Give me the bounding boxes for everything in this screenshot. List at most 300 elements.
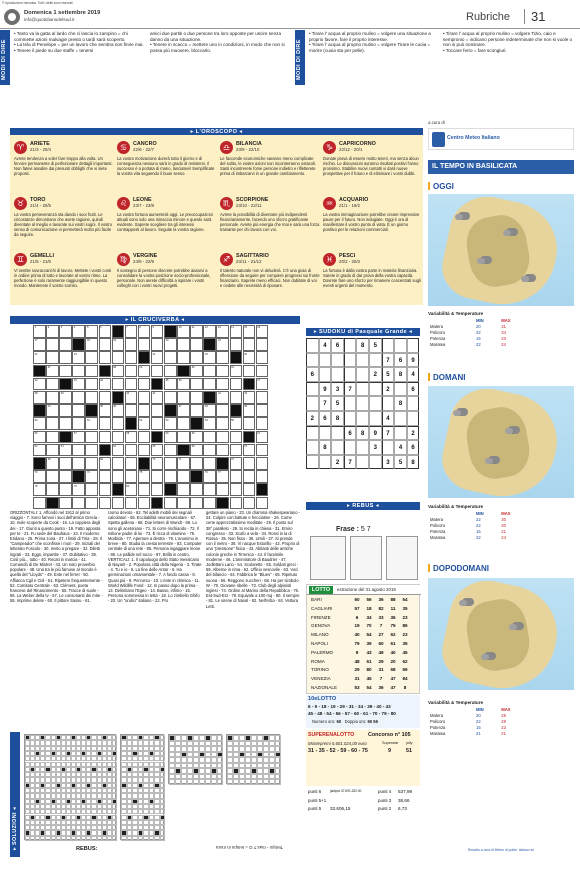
crossword-cell[interactable] <box>164 391 177 404</box>
crossword-cell[interactable] <box>190 404 203 417</box>
crossword-cell[interactable] <box>112 444 125 457</box>
sudoku-cell[interactable]: 6 <box>306 367 319 382</box>
sudoku-cell[interactable]: 8 <box>394 367 407 382</box>
crossword-cell[interactable] <box>164 365 177 378</box>
crossword-cell[interactable] <box>203 417 216 430</box>
crossword-cell[interactable] <box>243 404 256 417</box>
crossword-cell[interactable] <box>33 497 46 510</box>
sudoku-cell[interactable]: 9 <box>319 382 332 397</box>
crossword-cell[interactable] <box>59 457 72 470</box>
crossword-cell[interactable] <box>72 391 85 404</box>
crossword-cell[interactable] <box>243 444 256 457</box>
crossword-cell[interactable] <box>72 404 85 417</box>
crossword-cell[interactable] <box>230 338 243 351</box>
crossword-cell[interactable] <box>243 338 256 351</box>
crossword-cell[interactable] <box>125 378 138 391</box>
crossword-cell[interactable] <box>85 470 98 483</box>
crossword-cell[interactable] <box>177 338 190 351</box>
crossword-cell[interactable] <box>151 483 164 496</box>
crossword-cell[interactable] <box>216 417 229 430</box>
crossword-cell[interactable] <box>138 325 154 338</box>
crossword-cell[interactable] <box>203 325 216 338</box>
crossword-cell[interactable] <box>99 417 112 430</box>
crossword-cell[interactable] <box>190 391 203 404</box>
sudoku-cell[interactable] <box>344 353 357 368</box>
crossword-cell[interactable] <box>138 483 151 496</box>
crossword-cell[interactable] <box>151 417 164 430</box>
sudoku-cell[interactable] <box>331 426 344 441</box>
crossword-cell[interactable] <box>46 470 59 483</box>
crossword-cell[interactable] <box>125 497 138 510</box>
crossword-cell[interactable] <box>112 457 125 470</box>
crossword-cell[interactable] <box>33 470 46 483</box>
crossword-cell[interactable] <box>203 404 216 417</box>
sudoku-cell[interactable] <box>344 396 357 411</box>
crossword-cell[interactable] <box>216 431 229 444</box>
sudoku-cell[interactable] <box>331 353 344 368</box>
crossword-cell[interactable] <box>203 457 216 470</box>
sudoku-cell[interactable] <box>382 440 395 455</box>
crossword-cell[interactable] <box>164 378 177 391</box>
crossword-cell[interactable] <box>164 338 177 351</box>
crossword-cell[interactable] <box>230 325 243 338</box>
crossword-cell[interactable] <box>216 378 229 391</box>
crossword-cell[interactable] <box>164 470 177 483</box>
sudoku-cell[interactable] <box>306 353 319 368</box>
sudoku-cell[interactable]: 2 <box>369 367 382 382</box>
crossword-cell[interactable] <box>256 444 269 457</box>
sudoku-cell[interactable]: 7 <box>319 396 332 411</box>
crossword-cell[interactable] <box>177 417 190 430</box>
sudoku-cell[interactable] <box>356 367 369 382</box>
crossword-cell[interactable] <box>243 457 256 470</box>
crossword-cell[interactable] <box>230 365 243 378</box>
crossword-cell[interactable] <box>190 338 203 351</box>
sudoku-cell[interactable]: 6 <box>319 411 332 426</box>
crossword-cell[interactable] <box>125 431 138 444</box>
crossword-cell[interactable] <box>230 483 243 496</box>
sudoku-grid[interactable] <box>306 338 420 470</box>
crossword-cell[interactable] <box>216 470 229 483</box>
crossword-cell[interactable] <box>230 417 243 430</box>
sudoku-cell[interactable]: 6 <box>407 382 420 397</box>
sudoku-cell[interactable] <box>382 396 395 411</box>
sudoku-cell[interactable] <box>394 338 407 353</box>
crossword-cell[interactable] <box>164 417 177 430</box>
crossword-cell[interactable] <box>46 404 59 417</box>
crossword-cell[interactable] <box>256 365 269 378</box>
crossword-cell[interactable] <box>112 351 125 364</box>
crossword-cell[interactable] <box>33 391 46 404</box>
crossword-cell[interactable] <box>46 325 59 338</box>
crossword-cell[interactable] <box>164 497 177 510</box>
crossword-cell[interactable] <box>216 351 229 364</box>
crossword-cell[interactable] <box>203 497 216 510</box>
crossword-cell[interactable] <box>177 378 190 391</box>
sudoku-cell[interactable] <box>344 338 357 353</box>
crossword-cell[interactable] <box>256 338 269 351</box>
crossword-cell[interactable] <box>138 378 151 391</box>
sudoku-cell[interactable]: 3 <box>382 455 395 470</box>
crossword-cell[interactable] <box>46 431 59 444</box>
crossword-cell[interactable] <box>33 483 46 496</box>
crossword-cell[interactable] <box>177 431 190 444</box>
crossword-cell[interactable] <box>151 338 164 351</box>
crossword-cell[interactable] <box>99 431 112 444</box>
sudoku-cell[interactable] <box>356 353 369 368</box>
crossword-cell[interactable] <box>216 444 229 457</box>
crossword-cell[interactable] <box>230 457 243 470</box>
sudoku-cell[interactable] <box>356 382 369 397</box>
sudoku-cell[interactable] <box>306 455 319 470</box>
crossword-cell[interactable] <box>72 365 85 378</box>
sudoku-cell[interactable]: 8 <box>331 411 344 426</box>
crossword-cell[interactable] <box>256 470 269 483</box>
crossword-cell[interactable] <box>151 351 164 364</box>
crossword-cell[interactable] <box>216 404 229 417</box>
sudoku-cell[interactable] <box>319 353 332 368</box>
crossword-cell[interactable] <box>164 457 177 470</box>
sudoku-cell[interactable]: 6 <box>344 426 357 441</box>
contact-email[interactable]: info@quotidianodelsud.it <box>24 17 75 22</box>
crossword-cell[interactable] <box>33 378 46 391</box>
crossword-cell[interactable] <box>99 325 112 338</box>
crossword-cell[interactable] <box>190 365 203 378</box>
sudoku-cell[interactable] <box>331 440 344 455</box>
crossword-cell[interactable] <box>33 444 46 457</box>
crossword-cell[interactable] <box>125 338 138 351</box>
sudoku-cell[interactable] <box>344 367 357 382</box>
crossword-cell[interactable] <box>151 457 164 470</box>
crossword-cell[interactable] <box>177 391 190 404</box>
sudoku-cell[interactable] <box>394 426 407 441</box>
crossword-cell[interactable] <box>59 351 72 364</box>
crossword-cell[interactable] <box>72 325 85 338</box>
crossword-cell[interactable] <box>59 470 72 483</box>
crossword-cell[interactable] <box>203 444 216 457</box>
crossword-cell[interactable] <box>138 417 151 430</box>
crossword-cell[interactable] <box>216 325 229 338</box>
crossword-cell[interactable] <box>190 457 203 470</box>
crossword-cell[interactable] <box>112 378 125 391</box>
crossword-cell[interactable] <box>243 325 256 338</box>
crossword-cell[interactable] <box>216 483 229 496</box>
sudoku-cell[interactable]: 2 <box>306 411 319 426</box>
crossword-cell[interactable] <box>33 351 46 364</box>
sudoku-cell[interactable]: 8 <box>407 455 420 470</box>
crossword-cell[interactable] <box>203 351 216 364</box>
crossword-cell[interactable] <box>256 417 269 430</box>
crossword-cell[interactable] <box>59 325 72 338</box>
crossword-cell[interactable] <box>112 417 125 430</box>
crossword-cell[interactable] <box>46 444 59 457</box>
sudoku-cell[interactable]: 3 <box>369 440 382 455</box>
crossword-cell[interactable] <box>125 444 138 457</box>
sudoku-cell[interactable] <box>369 396 382 411</box>
sudoku-cell[interactable] <box>344 440 357 455</box>
crossword-cell[interactable] <box>72 497 85 510</box>
crossword-cell[interactable] <box>33 431 46 444</box>
crossword-cell[interactable] <box>256 351 269 364</box>
crossword-cell[interactable] <box>230 470 243 483</box>
crossword-cell[interactable] <box>138 404 151 417</box>
crossword-cell[interactable] <box>72 444 85 457</box>
sudoku-cell[interactable] <box>369 411 382 426</box>
crossword-cell[interactable] <box>99 470 112 483</box>
sudoku-cell[interactable] <box>407 338 420 353</box>
crossword-cell[interactable] <box>256 325 269 338</box>
sudoku-cell[interactable] <box>394 382 407 397</box>
crossword-cell[interactable] <box>112 404 125 417</box>
crossword-cell[interactable] <box>230 497 243 510</box>
sudoku-cell[interactable]: 2 <box>407 426 420 441</box>
crossword-cell[interactable] <box>203 431 216 444</box>
crossword-cell[interactable] <box>125 391 138 404</box>
crossword-cell[interactable] <box>256 497 269 510</box>
sudoku-cell[interactable]: 5 <box>394 455 407 470</box>
crossword-cell[interactable] <box>72 431 85 444</box>
crossword-cell[interactable] <box>59 365 72 378</box>
crossword-cell[interactable] <box>59 391 72 404</box>
crossword-cell[interactable] <box>72 483 85 496</box>
crossword-cell[interactable] <box>46 391 59 404</box>
crossword-cell[interactable] <box>85 483 98 496</box>
crossword-cell[interactable] <box>243 483 256 496</box>
crossword-cell[interactable] <box>85 338 98 351</box>
crossword-cell[interactable] <box>216 391 229 404</box>
crossword-cell[interactable] <box>99 338 112 351</box>
crossword-cell[interactable] <box>243 417 256 430</box>
crossword-cell[interactable] <box>46 417 59 430</box>
crossword-cell[interactable] <box>59 444 72 457</box>
crossword-cell[interactable] <box>125 325 141 338</box>
crossword-cell[interactable] <box>230 444 243 457</box>
sudoku-cell[interactable] <box>382 338 395 353</box>
crossword-cell[interactable] <box>151 404 164 417</box>
crossword-cell[interactable] <box>190 378 203 391</box>
crossword-cell[interactable] <box>256 457 269 470</box>
crossword-cell[interactable] <box>85 497 98 510</box>
crossword-cell[interactable] <box>46 338 59 351</box>
crossword-cell[interactable] <box>256 391 269 404</box>
sudoku-cell[interactable]: 5 <box>382 367 395 382</box>
crossword-cell[interactable] <box>164 351 177 364</box>
sudoku-cell[interactable] <box>369 353 382 368</box>
sudoku-cell[interactable]: 4 <box>319 338 332 353</box>
crossword-cell[interactable] <box>85 365 98 378</box>
sudoku-cell[interactable]: 4 <box>394 440 407 455</box>
crossword-cell[interactable] <box>85 417 98 430</box>
crossword-cell[interactable] <box>138 470 151 483</box>
crossword-cell[interactable] <box>243 470 256 483</box>
crossword-cell[interactable] <box>85 378 98 391</box>
crossword-cell[interactable] <box>125 457 138 470</box>
sudoku-cell[interactable] <box>319 426 332 441</box>
sudoku-cell[interactable] <box>369 455 382 470</box>
sudoku-cell[interactable] <box>356 440 369 455</box>
crossword-cell[interactable] <box>33 417 46 430</box>
crossword-cell[interactable] <box>151 444 164 457</box>
crossword-cell[interactable] <box>190 351 203 364</box>
crossword-cell[interactable] <box>203 483 216 496</box>
crossword-cell[interactable] <box>125 470 138 483</box>
crossword-cell[interactable] <box>164 431 177 444</box>
crossword-cell[interactable] <box>138 365 151 378</box>
sudoku-cell[interactable]: 6 <box>394 353 407 368</box>
crossword-cell[interactable] <box>99 351 112 364</box>
crossword-cell[interactable] <box>99 497 112 510</box>
crossword-cell[interactable] <box>243 351 256 364</box>
sudoku-cell[interactable]: 4 <box>407 367 420 382</box>
crossword-grid[interactable] <box>33 325 269 511</box>
crossword-cell[interactable] <box>164 444 177 457</box>
crossword-cell[interactable] <box>99 378 112 391</box>
crossword-cell[interactable] <box>59 483 72 496</box>
crossword-cell[interactable] <box>112 470 125 483</box>
crossword-cell[interactable] <box>203 365 216 378</box>
crossword-cell[interactable] <box>112 365 125 378</box>
sudoku-cell[interactable]: 9 <box>407 353 420 368</box>
crossword-cell[interactable] <box>190 325 203 338</box>
crossword-cell[interactable] <box>177 470 190 483</box>
crossword-cell[interactable] <box>112 497 125 510</box>
crossword-cell[interactable] <box>243 497 256 510</box>
crossword-cell[interactable] <box>138 431 151 444</box>
crossword-cell[interactable] <box>59 417 72 430</box>
crossword-cell[interactable] <box>230 391 243 404</box>
crossword-cell[interactable] <box>59 338 72 351</box>
crossword-cell[interactable] <box>190 444 203 457</box>
crossword-cell[interactable] <box>125 483 138 496</box>
crossword-cell[interactable] <box>190 483 203 496</box>
sudoku-cell[interactable]: 6 <box>407 440 420 455</box>
sudoku-cell[interactable] <box>306 382 319 397</box>
crossword-cell[interactable] <box>138 444 151 457</box>
crossword-cell[interactable] <box>216 338 229 351</box>
crossword-cell[interactable] <box>256 431 269 444</box>
sudoku-cell[interactable]: 5 <box>369 338 382 353</box>
crossword-cell[interactable] <box>177 483 190 496</box>
crossword-cell[interactable] <box>46 351 59 364</box>
crossword-cell[interactable] <box>138 497 151 510</box>
sudoku-cell[interactable]: 8 <box>394 396 407 411</box>
sudoku-cell[interactable] <box>319 367 332 382</box>
crossword-cell[interactable] <box>112 431 125 444</box>
crossword-cell[interactable] <box>99 404 112 417</box>
sudoku-cell[interactable]: 2 <box>331 455 344 470</box>
sudoku-cell[interactable]: 3 <box>331 382 344 397</box>
crossword-cell[interactable] <box>85 351 98 364</box>
crossword-cell[interactable] <box>33 338 46 351</box>
crossword-cell[interactable] <box>85 431 98 444</box>
sudoku-cell[interactable]: 9 <box>369 426 382 441</box>
sudoku-cell[interactable]: 7 <box>344 455 357 470</box>
crossword-cell[interactable] <box>151 470 164 483</box>
sudoku-cell[interactable]: 7 <box>382 426 395 441</box>
crossword-cell[interactable] <box>177 497 190 510</box>
sudoku-cell[interactable] <box>407 411 420 426</box>
crossword-cell[interactable] <box>112 338 125 351</box>
crossword-cell[interactable] <box>99 391 112 404</box>
sudoku-cell[interactable] <box>356 455 369 470</box>
crossword-cell[interactable] <box>151 365 164 378</box>
crossword-cell[interactable] <box>72 351 85 364</box>
crossword-cell[interactable] <box>46 378 59 391</box>
crossword-cell[interactable] <box>99 483 112 496</box>
crossword-cell[interactable] <box>216 365 229 378</box>
crossword-cell[interactable] <box>59 497 72 510</box>
crossword-cell[interactable] <box>230 378 243 391</box>
crossword-cell[interactable] <box>59 404 72 417</box>
sudoku-cell[interactable]: 8 <box>356 338 369 353</box>
crossword-cell[interactable] <box>177 404 190 417</box>
crossword-cell[interactable] <box>85 444 98 457</box>
crossword-cell[interactable] <box>177 325 190 338</box>
crossword-cell[interactable] <box>72 457 85 470</box>
crossword-cell[interactable] <box>125 351 138 364</box>
sudoku-cell[interactable]: 7 <box>382 353 395 368</box>
sudoku-cell[interactable]: 7 <box>344 382 357 397</box>
crossword-cell[interactable] <box>72 417 85 430</box>
crossword-cell[interactable] <box>85 391 98 404</box>
crossword-cell[interactable] <box>138 338 151 351</box>
sudoku-cell[interactable]: 4 <box>382 411 395 426</box>
crossword-cell[interactable] <box>72 378 85 391</box>
crossword-cell[interactable] <box>85 325 98 338</box>
sudoku-cell[interactable] <box>356 396 369 411</box>
crossword-cell[interactable] <box>203 378 216 391</box>
crossword-cell[interactable] <box>46 483 59 496</box>
crossword-cell[interactable] <box>125 404 138 417</box>
sudoku-cell[interactable]: 8 <box>319 440 332 455</box>
crossword-cell[interactable] <box>177 351 190 364</box>
crossword-cell[interactable] <box>151 391 164 404</box>
sudoku-cell[interactable] <box>306 396 319 411</box>
crossword-cell[interactable] <box>85 457 98 470</box>
sudoku-cell[interactable] <box>331 367 344 382</box>
sudoku-cell[interactable]: 2 <box>382 382 395 397</box>
sudoku-cell[interactable] <box>319 455 332 470</box>
crossword-cell[interactable] <box>243 391 256 404</box>
sudoku-cell[interactable] <box>407 396 420 411</box>
crossword-cell[interactable] <box>99 457 112 470</box>
sudoku-cell[interactable]: 5 <box>331 396 344 411</box>
crossword-cell[interactable] <box>46 457 59 470</box>
crossword-cell[interactable] <box>256 404 269 417</box>
sudoku-cell[interactable]: 6 <box>331 338 344 353</box>
sudoku-cell[interactable]: 8 <box>356 426 369 441</box>
sudoku-cell[interactable] <box>306 440 319 455</box>
crossword-cell[interactable] <box>125 365 138 378</box>
sudoku-cell[interactable] <box>369 382 382 397</box>
sudoku-cell[interactable] <box>306 338 319 353</box>
crossword-cell[interactable] <box>138 391 151 404</box>
crossword-cell[interactable] <box>243 365 256 378</box>
crossword-cell[interactable] <box>46 365 59 378</box>
crossword-cell[interactable] <box>230 431 243 444</box>
crossword-cell[interactable] <box>190 431 203 444</box>
crossword-cell[interactable] <box>256 378 269 391</box>
sudoku-cell[interactable] <box>394 411 407 426</box>
crossword-cell[interactable] <box>33 325 46 338</box>
crossword-cell[interactable] <box>151 325 164 338</box>
sudoku-cell[interactable] <box>344 411 357 426</box>
crossword-cell[interactable] <box>177 457 190 470</box>
crossword-cell[interactable] <box>203 470 216 483</box>
sudoku-cell[interactable] <box>356 411 369 426</box>
sudoku-cell[interactable] <box>306 426 319 441</box>
crossword-cell[interactable] <box>190 497 203 510</box>
